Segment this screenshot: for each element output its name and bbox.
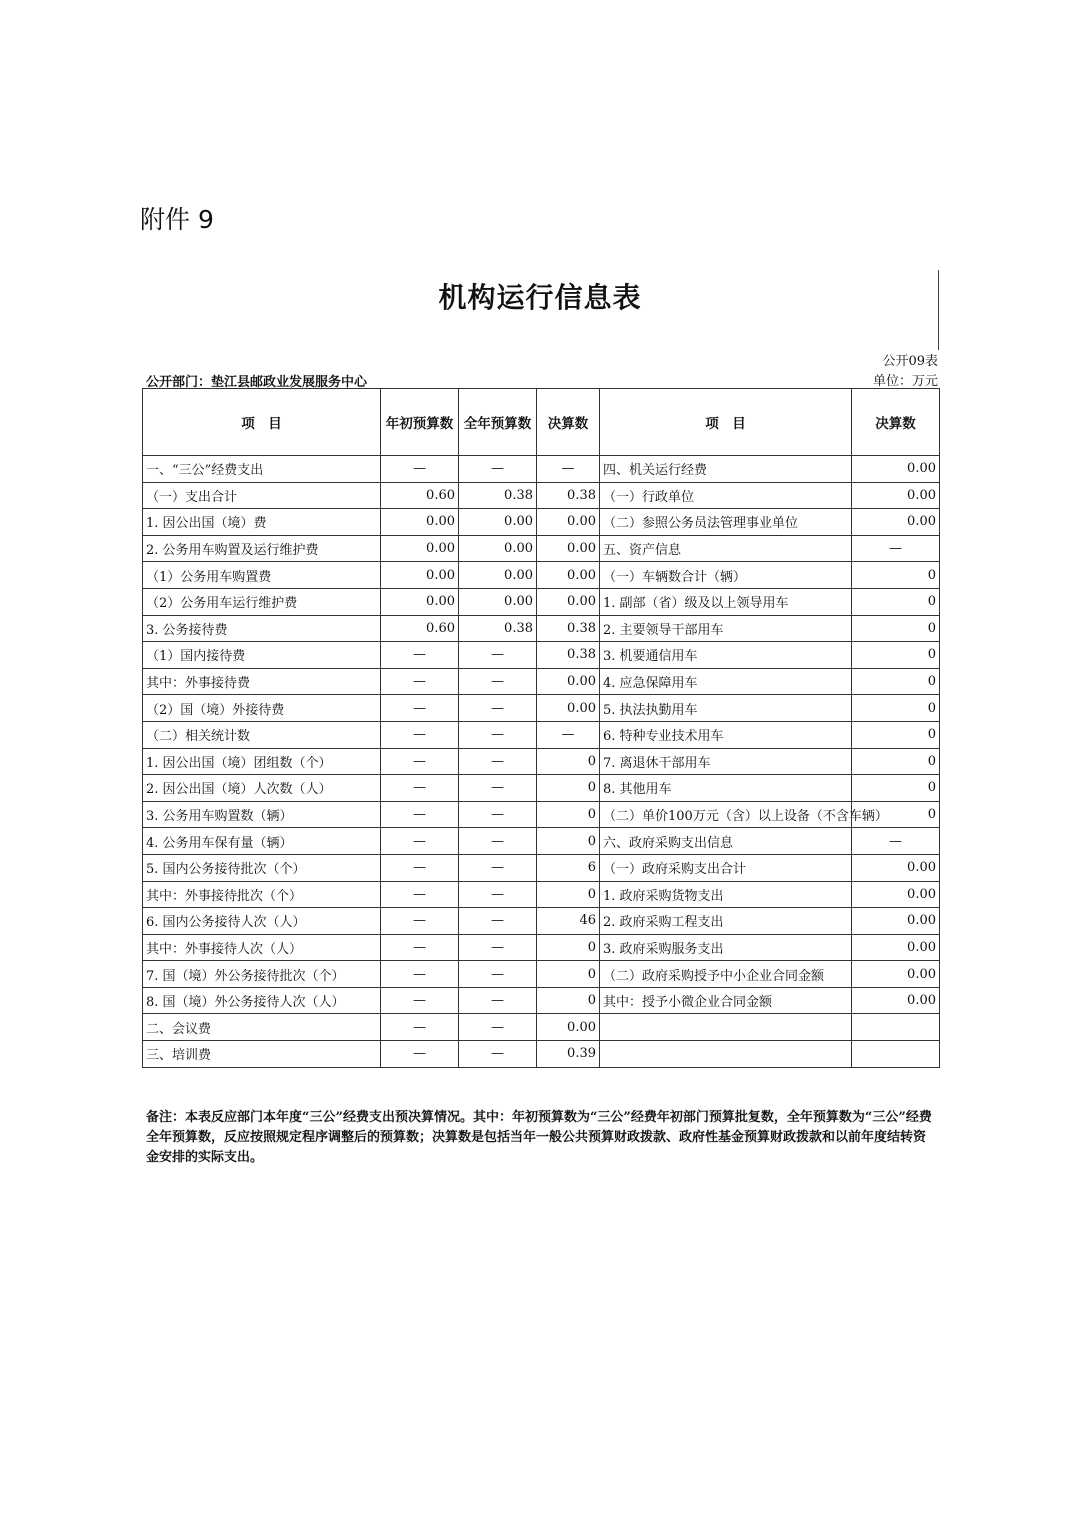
table-row bbox=[143, 1014, 940, 1041]
table-row bbox=[143, 934, 940, 961]
row-final-left: 0 bbox=[537, 748, 600, 775]
row-final-right bbox=[852, 1014, 940, 1041]
row-annual-budget: — bbox=[459, 934, 537, 961]
row-initial-budget: — bbox=[381, 934, 459, 961]
row-final-right: 0 bbox=[852, 695, 940, 722]
row-label-right: 7. 离退休干部用车 bbox=[600, 748, 852, 775]
row-label-right: 3. 政府采购服务支出 bbox=[600, 934, 852, 961]
row-final-left: 46 bbox=[537, 908, 600, 935]
row-final-left: 0 bbox=[537, 881, 600, 908]
row-label-right: （二）政府采购授予中小企业合同金额 bbox=[600, 961, 852, 988]
row-label-left: （一）支出合计 bbox=[143, 482, 381, 509]
row-label-right: 4. 应急保障用车 bbox=[600, 668, 852, 695]
page-title: 机构运行信息表 bbox=[438, 281, 642, 314]
row-annual-budget: — bbox=[459, 456, 537, 483]
row-final-right: 0 bbox=[852, 801, 940, 828]
row-label-left: 三、培训费 bbox=[143, 1041, 381, 1068]
row-initial-budget: — bbox=[381, 1014, 459, 1041]
row-annual-budget: 0.00 bbox=[459, 562, 537, 589]
row-initial-budget: — bbox=[381, 987, 459, 1014]
row-final-left: 0.39 bbox=[537, 1041, 600, 1068]
row-label-left: 2. 公务用车购置及运行维护费 bbox=[143, 535, 381, 562]
row-label-left: （1）公务用车购置费 bbox=[143, 562, 381, 589]
row-initial-budget: — bbox=[381, 881, 459, 908]
row-final-left: 0.00 bbox=[537, 695, 600, 722]
row-label-right: 其中：授予小微企业合同金额 bbox=[600, 987, 852, 1014]
row-label-left: 4. 公务用车保有量（辆） bbox=[143, 828, 381, 855]
row-initial-budget: 0.00 bbox=[381, 535, 459, 562]
notes: 备注：本表反应部门本年度“三公”经费支出预决算情况。其中：年初预算数为“三公”经费年初部门预算批复数，全年预算数为“三公”经费全年预算数，反应按照规定程序调整后的预算数；决算数是包括当年一般公共预算财政拨款、政府性基金预算财政拨款和以前年度结转资金安排的实际支出。 bbox=[146, 1110, 932, 1165]
row-initial-budget: — bbox=[381, 908, 459, 935]
row-label-left: 3. 公务用车购置数（辆） bbox=[143, 801, 381, 828]
row-annual-budget: — bbox=[459, 908, 537, 935]
header-item-right: 项 目 bbox=[600, 389, 852, 456]
row-final-right: 0 bbox=[852, 668, 940, 695]
row-label-right: 6. 特种专业技术用车 bbox=[600, 721, 852, 748]
row-final-right: 0.00 bbox=[852, 854, 940, 881]
row-annual-budget: — bbox=[459, 987, 537, 1014]
row-annual-budget: — bbox=[459, 721, 537, 748]
row-final-left: 0.00 bbox=[537, 668, 600, 695]
table-row bbox=[143, 748, 940, 775]
row-final-left: 0.38 bbox=[537, 482, 600, 509]
row-annual-budget: — bbox=[459, 828, 537, 855]
row-initial-budget: 0.60 bbox=[381, 615, 459, 642]
table-row bbox=[143, 695, 940, 722]
row-label-left: 1. 因公出国（境）费 bbox=[143, 509, 381, 536]
row-label-left: 一、“三公”经费支出 bbox=[143, 456, 381, 483]
row-label-left: 其中：外事接待批次（个） bbox=[143, 881, 381, 908]
row-label-left: 二、会议费 bbox=[143, 1014, 381, 1041]
row-final-right: 0.00 bbox=[852, 934, 940, 961]
header-annual-budget: 全年预算数 bbox=[459, 389, 537, 456]
row-label-left: 5. 国内公务接待批次（个） bbox=[143, 854, 381, 881]
row-label-right: （二）参照公务员法管理事业单位 bbox=[600, 509, 852, 536]
row-label-right: 1. 政府采购货物支出 bbox=[600, 881, 852, 908]
row-initial-budget: — bbox=[381, 854, 459, 881]
row-initial-budget: — bbox=[381, 961, 459, 988]
unit-label: 单位：万元 bbox=[872, 374, 938, 389]
row-annual-budget: — bbox=[459, 1014, 537, 1041]
row-final-right: 0.00 bbox=[852, 456, 940, 483]
row-label-left: 其中：外事接待费 bbox=[143, 668, 381, 695]
row-final-right: 0.00 bbox=[852, 881, 940, 908]
form-number: 公开09表 bbox=[882, 354, 938, 369]
row-label-right: （二）单价100万元（含）以上设备（不含车辆） bbox=[600, 801, 852, 828]
header-item-left: 项 目 bbox=[143, 389, 381, 456]
row-initial-budget: 0.60 bbox=[381, 482, 459, 509]
row-annual-budget: 0.38 bbox=[459, 482, 537, 509]
row-label-right: （一）政府采购支出合计 bbox=[600, 854, 852, 881]
attachment-label: 附件 9 bbox=[140, 205, 214, 234]
row-final-left: 0 bbox=[537, 828, 600, 855]
table-body bbox=[143, 456, 940, 1068]
row-label-left: （2）公务用车运行维护费 bbox=[143, 588, 381, 615]
table-row bbox=[143, 456, 940, 483]
row-final-right: 0.00 bbox=[852, 987, 940, 1014]
table-row bbox=[143, 562, 940, 589]
row-label-right: （一）车辆数合计（辆） bbox=[600, 562, 852, 589]
row-initial-budget: — bbox=[381, 748, 459, 775]
row-initial-budget: 0.00 bbox=[381, 562, 459, 589]
row-label-right: 四、机关运行经费 bbox=[600, 456, 852, 483]
row-annual-budget: 0.00 bbox=[459, 509, 537, 536]
table-header-row bbox=[143, 389, 940, 456]
row-final-right: 0 bbox=[852, 615, 940, 642]
table-row bbox=[143, 1041, 940, 1068]
row-annual-budget: — bbox=[459, 695, 537, 722]
row-initial-budget: — bbox=[381, 1041, 459, 1068]
row-final-right: 0 bbox=[852, 642, 940, 669]
row-annual-budget: 0.00 bbox=[459, 535, 537, 562]
row-label-left: 1. 因公出国（境）团组数（个） bbox=[143, 748, 381, 775]
table-row bbox=[143, 881, 940, 908]
row-final-right: 0.00 bbox=[852, 482, 940, 509]
row-final-right: 0.00 bbox=[852, 961, 940, 988]
row-label-right bbox=[600, 1041, 852, 1068]
row-label-right bbox=[600, 1014, 852, 1041]
row-final-left: 0 bbox=[537, 801, 600, 828]
table-row bbox=[143, 482, 940, 509]
row-final-right: — bbox=[852, 828, 940, 855]
row-final-left: 0 bbox=[537, 987, 600, 1014]
row-final-left: 0 bbox=[537, 961, 600, 988]
row-label-left: 3. 公务接待费 bbox=[143, 615, 381, 642]
row-final-left: 6 bbox=[537, 854, 600, 881]
row-annual-budget: — bbox=[459, 775, 537, 802]
row-initial-budget: — bbox=[381, 668, 459, 695]
row-final-right: 0.00 bbox=[852, 509, 940, 536]
row-label-right: 8. 其他用车 bbox=[600, 775, 852, 802]
header-initial-budget: 年初预算数 bbox=[381, 389, 459, 456]
row-initial-budget: — bbox=[381, 828, 459, 855]
row-final-right: 0 bbox=[852, 775, 940, 802]
row-annual-budget: — bbox=[459, 961, 537, 988]
table-row bbox=[143, 908, 940, 935]
row-label-right: （一）行政单位 bbox=[600, 482, 852, 509]
table-row bbox=[143, 721, 940, 748]
row-annual-budget: — bbox=[459, 668, 537, 695]
row-annual-budget: — bbox=[459, 854, 537, 881]
row-label-left: 7. 国（境）外公务接待批次（个） bbox=[143, 961, 381, 988]
row-final-left: 0.00 bbox=[537, 509, 600, 536]
row-label-left: （1）国内接待费 bbox=[143, 642, 381, 669]
table-row bbox=[143, 987, 940, 1014]
info-table bbox=[142, 388, 940, 1068]
row-label-left: 其中：外事接待人次（人） bbox=[143, 934, 381, 961]
row-annual-budget: 0.38 bbox=[459, 615, 537, 642]
row-final-right: 0 bbox=[852, 588, 940, 615]
row-annual-budget: — bbox=[459, 642, 537, 669]
row-initial-budget: — bbox=[381, 456, 459, 483]
row-annual-budget: — bbox=[459, 748, 537, 775]
row-annual-budget: 0.00 bbox=[459, 588, 537, 615]
row-final-left: — bbox=[537, 721, 600, 748]
row-initial-budget: — bbox=[381, 642, 459, 669]
row-final-left: 0.00 bbox=[537, 1014, 600, 1041]
row-final-left: — bbox=[537, 456, 600, 483]
row-label-left: 2. 因公出国（境）人次数（人） bbox=[143, 775, 381, 802]
table-row bbox=[143, 588, 940, 615]
row-label-left: （2）国（境）外接待费 bbox=[143, 695, 381, 722]
table-row bbox=[143, 854, 940, 881]
row-final-right: 0 bbox=[852, 562, 940, 589]
row-final-right: 0 bbox=[852, 748, 940, 775]
row-annual-budget: — bbox=[459, 881, 537, 908]
row-annual-budget: — bbox=[459, 801, 537, 828]
table-row bbox=[143, 961, 940, 988]
row-final-right: 0.00 bbox=[852, 908, 940, 935]
table-row bbox=[143, 509, 940, 536]
row-initial-budget: — bbox=[381, 801, 459, 828]
department-label: 公开部门：垫江县邮政业发展服务中心 bbox=[146, 375, 368, 390]
row-final-left: 0.00 bbox=[537, 588, 600, 615]
row-initial-budget: — bbox=[381, 721, 459, 748]
row-label-right: 六、政府采购支出信息 bbox=[600, 828, 852, 855]
row-label-right: 2. 主要领导干部用车 bbox=[600, 615, 852, 642]
row-final-left: 0.38 bbox=[537, 642, 600, 669]
row-label-left: 8. 国（境）外公务接待人次（人） bbox=[143, 987, 381, 1014]
row-label-right: 1. 副部（省）级及以上领导用车 bbox=[600, 588, 852, 615]
row-label-right: 3. 机要通信用车 bbox=[600, 642, 852, 669]
row-final-left: 0.00 bbox=[537, 562, 600, 589]
row-initial-budget: — bbox=[381, 695, 459, 722]
row-label-right: 2. 政府采购工程支出 bbox=[600, 908, 852, 935]
row-label-left: 6. 国内公务接待人次（人） bbox=[143, 908, 381, 935]
header-final-right: 决算数 bbox=[852, 389, 940, 456]
row-final-right: 0 bbox=[852, 721, 940, 748]
row-initial-budget: 0.00 bbox=[381, 509, 459, 536]
table-row bbox=[143, 642, 940, 669]
table-row bbox=[143, 615, 940, 642]
row-initial-budget: — bbox=[381, 775, 459, 802]
row-final-right: — bbox=[852, 535, 940, 562]
table-row bbox=[143, 801, 940, 828]
row-final-left: 0.00 bbox=[537, 535, 600, 562]
title-box bbox=[142, 270, 939, 350]
row-final-left: 0 bbox=[537, 775, 600, 802]
row-annual-budget: — bbox=[459, 1041, 537, 1068]
table-row bbox=[143, 668, 940, 695]
header-final-left: 决算数 bbox=[537, 389, 600, 456]
table-row bbox=[143, 535, 940, 562]
row-initial-budget: 0.00 bbox=[381, 588, 459, 615]
row-final-left: 0 bbox=[537, 934, 600, 961]
row-final-left: 0.38 bbox=[537, 615, 600, 642]
row-label-left: （二）相关统计数 bbox=[143, 721, 381, 748]
table-row bbox=[143, 828, 940, 855]
table-row bbox=[143, 775, 940, 802]
row-final-right bbox=[852, 1041, 940, 1068]
row-label-right: 5. 执法执勤用车 bbox=[600, 695, 852, 722]
row-label-right: 五、资产信息 bbox=[600, 535, 852, 562]
